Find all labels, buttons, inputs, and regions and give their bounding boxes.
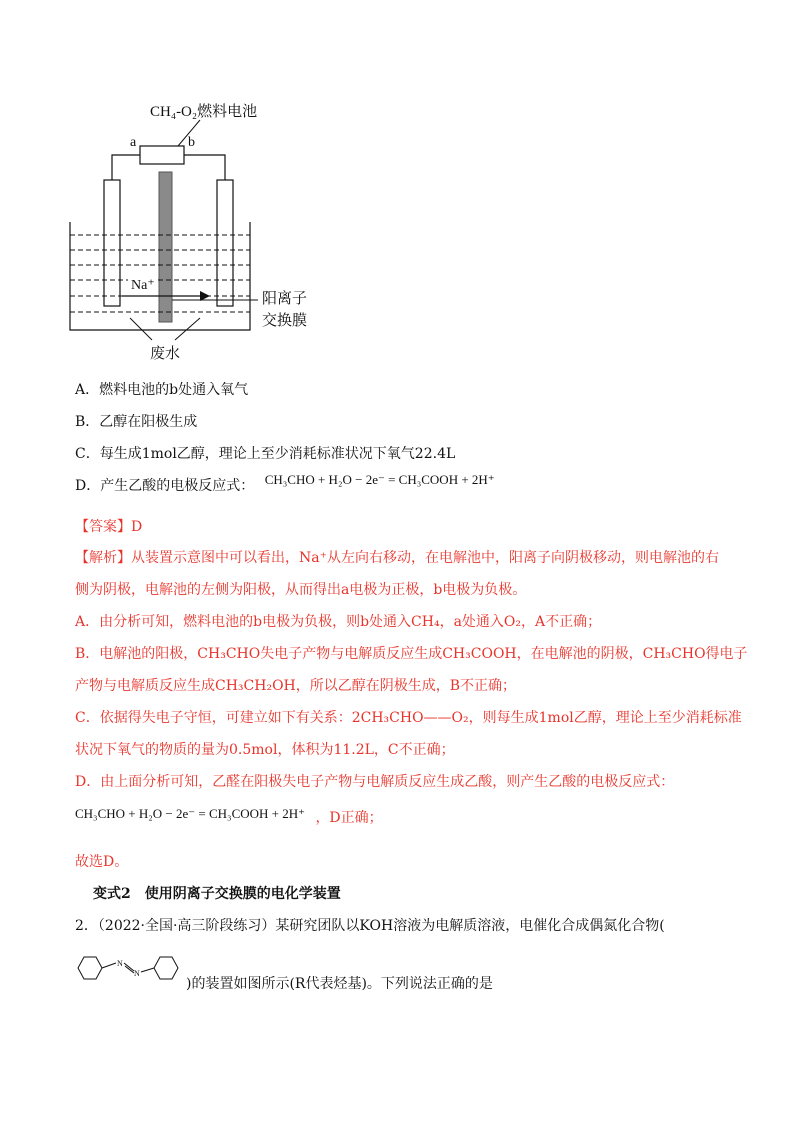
question2-line-2: )的装置如图所示(R代表烃基)。下列说法正确的是: [186, 976, 493, 992]
left-electrode: [104, 180, 120, 306]
option-b: B．乙醇在阳极生成: [75, 414, 198, 430]
fuel-cell-title: CH₄-O₂燃料电池: [150, 104, 258, 120]
analysis-line-2: 侧为阴极，电解池的左侧为阳极，从而得出a电极为正极，b电极为负极。: [75, 582, 527, 598]
analysis-line-8: D．由上面分析可知，乙醛在阳极失电子产物与电解质反应生成乙酸，则产生乙酸的电极反应式：: [75, 774, 675, 790]
label-b: b: [188, 135, 195, 150]
conclusion: 故选D。: [75, 854, 129, 870]
svg-text:N: N: [117, 959, 123, 968]
svg-text:N: N: [134, 969, 140, 978]
option-a: A．燃料电池的b处通入氧气: [75, 382, 249, 398]
analysis-line-5: 产物与电解质反应生成CH₃CH₂OH，所以乙醇在阴极生成，B不正确；: [75, 678, 517, 694]
analysis-line-6: C．依据得失电子守恒，可建立如下有关系：2CH₃CHO——O₂，则每生成1mol乙醇，理论上至少消耗标准: [75, 710, 742, 726]
analysis-formula-suffix: ，D正确；: [315, 810, 383, 826]
option-c: C．每生成1mol乙醇，理论上至少消耗标准状况下氧气22.4L: [75, 446, 456, 462]
ion-label: Na⁺: [131, 278, 155, 293]
answer-line: 【答案】D: [75, 519, 143, 535]
analysis-line-7: 状况下氧气的物质的量为0.5mol，体积为11.2L，C不正确；: [75, 742, 455, 758]
option-d-formula: CH₃CHO + H₂O − 2e⁻ = CH₃COOH + 2H⁺: [264, 472, 495, 487]
fuel-cell-box: [140, 146, 184, 164]
right-electrode: [217, 180, 233, 306]
electrolysis-diagram: [0, 0, 800, 370]
analysis-formula-line: [75, 808, 383, 828]
membrane: [159, 172, 172, 322]
membrane-label-2: 交换膜: [262, 313, 308, 329]
analysis-line-4: B．电解池的阳极，CH₃CHO失电子产物与电解质反应生成CH₃COOH，在电解池的阴极，CH₃CHO得电子: [75, 646, 748, 662]
waste-label: 废水: [150, 346, 181, 362]
option-d: [75, 472, 495, 496]
membrane-label-1: 阳离子: [262, 291, 308, 307]
azobenzene-structure: [70, 951, 190, 991]
label-a: a: [130, 135, 137, 150]
analysis-line-1: 【解析】从装置示意图中可以看出，Na⁺从左向右移动，在电解池中，阳离子向阴极移动，则电解池的右: [75, 550, 719, 566]
variant-heading: 变式2 使用阴离子交换膜的电化学装置: [93, 886, 341, 902]
question2-line-1: 2．（2022·全国·高三阶段练习）某研究团队以KOH溶液为电解质溶液，电催化合成偶氮化合物(: [75, 918, 665, 934]
option-d-prefix: D．产生乙酸的电极反应式：: [75, 478, 255, 494]
analysis-line-3: A．由分析可知，燃料电池的b电极为负极，则b处通入CH₄，a处通入O₂，A不正确；: [75, 614, 602, 630]
analysis-formula: CH₃CHO + H₂O − 2e⁻ = CH₃COOH + 2H⁺: [75, 806, 305, 821]
